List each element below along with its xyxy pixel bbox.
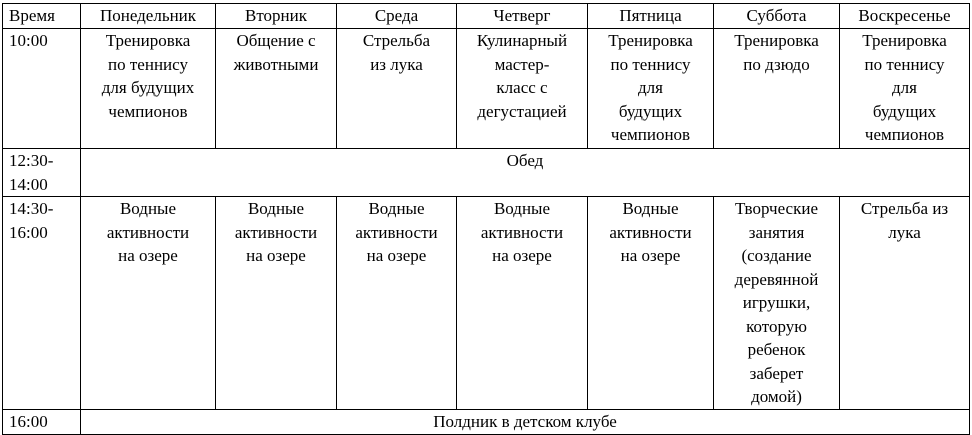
activity-text: дегустацией [477,101,567,121]
activity-text: на озере [492,246,552,265]
time-cell [3,197,81,410]
activity-text: по дзюдо [743,54,810,74]
activity-text: заберет [749,363,804,383]
header-thursday: Четверг [457,4,588,29]
activity-text: активности [609,222,692,242]
activity-cell [588,29,714,149]
activity-text: для [638,78,663,97]
table-row [3,29,970,149]
activity-text: чемпионов [864,125,945,144]
time-text: 14:00 [9,174,48,194]
activity-text: Творческие [735,199,818,218]
activity-text: Тренировка [734,31,819,50]
activity-text: Водные [493,199,551,218]
table-row [3,197,970,410]
header-friday: Пятница [588,4,714,29]
activity-text: активности [355,222,438,242]
activity-text: Водные [119,199,177,218]
activity-text: домой) [751,387,802,406]
activity-text: будущих [618,101,683,121]
activity-text: лука [888,222,921,242]
activity-text: чемпионов [610,125,691,144]
activity-text: ребенок [747,340,806,359]
time-text: 16:00 [9,411,48,431]
activity-cell [457,29,588,149]
activity-text: Тренировка [105,31,191,50]
schedule-table [2,3,970,435]
time-text: 16:00 [9,222,48,242]
header-tuesday: Вторник [216,4,337,29]
header-wednesday: Среда [337,4,457,29]
time-cell [3,409,81,434]
activity-cell [337,197,457,410]
header-row [3,4,970,29]
activity-text: Водные [368,199,425,218]
table-row [3,149,970,197]
time-cell [3,29,81,149]
activity-text: класс с [496,78,548,97]
activity-text: для [892,78,917,97]
activity-cell [216,29,337,149]
activity-text: для будущих [101,78,195,97]
activity-text: на озере [118,246,178,265]
activity-text: будущих [872,101,937,121]
activity-cell [840,197,970,410]
activity-text: Кулинарный [476,31,568,50]
activity-text: по теннису [610,54,691,74]
activity-text: по теннису [108,54,188,74]
activity-text: Водные [247,199,305,218]
activity-text: активности [106,222,190,242]
activity-text: из лука [370,54,423,74]
activity-cell [81,197,216,410]
header-saturday: Суббота [714,4,840,29]
lunch-cell: Обед [81,149,970,197]
activity-text: активности [480,222,564,242]
time-cell [3,149,81,197]
snack-cell: Полдник в детском клубе [81,409,970,434]
activity-text: (создание [741,246,812,265]
activity-text: по теннису [864,54,945,74]
time-text: 14:30- [9,199,54,218]
activity-text: на озере [246,246,306,265]
activity-text: Стрельба из [860,199,949,218]
activity-text: активности [234,222,318,242]
activity-cell [216,197,337,410]
time-text: 10:00 [9,31,48,50]
activity-cell [588,197,714,410]
header-time: Время [3,4,81,29]
activity-text: чемпионов [108,101,188,121]
header-sunday: Воскресенье [840,4,970,29]
header-monday: Понедельник [81,4,216,29]
activity-text: животными [233,54,319,74]
activity-text: Стрельба [362,31,431,50]
activity-cell [840,29,970,149]
activity-cell [337,29,457,149]
activity-cell [81,29,216,149]
activity-text: на озере [366,246,427,265]
activity-text: Общение с [236,31,316,50]
activity-cell [714,197,840,410]
activity-text: Тренировка [608,31,693,50]
activity-text: Водные [622,199,679,218]
activity-text: на озере [620,246,681,265]
activity-cell [457,197,588,410]
activity-text: мастер- [494,54,550,74]
table-row [3,409,970,434]
activity-cell [714,29,840,149]
activity-text: Тренировка [862,31,947,50]
activity-text: деревянной [734,269,819,289]
activity-text: которую [746,316,807,336]
time-text: 12:30- [9,151,54,170]
activity-text: игрушки, [742,293,811,312]
activity-text: занятия [748,222,805,242]
